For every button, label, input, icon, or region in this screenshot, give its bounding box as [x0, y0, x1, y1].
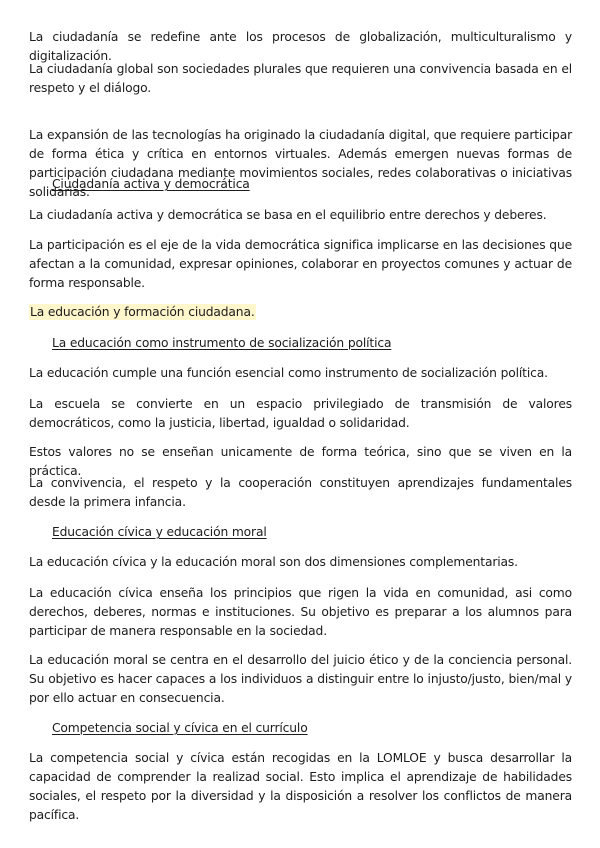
paragraph-global-citizenship: La ciudadanía global son sociedades plurales que requieren una convivencia basada en el respeto y el diálogo.	[29, 62, 572, 95]
paragraph-rights-duties: La ciudadanía activa y democrática se basa en el equilibrio entre derechos y deberes.	[29, 208, 547, 222]
paragraph-values-practice: Estos valores no se enseñan unicamente de forma teórica, sino que se viven en la práctica.	[29, 445, 572, 478]
paragraph-lomloe: La competencia social y cívica están recogidas en la LOMLOE y busca desarrollar la capacidad de comprender la realizad social. Esto implica el aprendizaje de habilidades sociales, el respeto por la diversidad y la disposición a resolver los conflictos de manera pacífica.	[29, 751, 572, 822]
highlighted-text: La educación y formación ciudadana.	[30, 305, 255, 319]
heading-active-citizenship: Ciudadanía activa y democrática	[52, 177, 250, 191]
heading-social-competence: Competencia social y cívica en el currículo	[52, 721, 308, 735]
paragraph-school-values: La escuela se convierte en un espacio privilegiado de transmisión de valores democráticos, como la justicia, libertad, igualdad o solidaridad.	[29, 397, 572, 430]
heading-civic-moral: Educación cívica y educación moral	[52, 525, 267, 539]
highlighted-section-title	[29, 303, 572, 322]
heading-political-socialization: La educación como instrumento de socialización política	[52, 336, 392, 350]
paragraph-digital-citizenship: La expansión de las tecnologías ha originado la ciudadanía digital, que requiere participar de forma ética y crítica en entornos virtuales. Además emergen nuevas formas de participación ciudadana mediante movimientos sociales, redes colaborativas o iniciativas solidarias.	[29, 128, 572, 199]
paragraph-participation: La participación es el eje de la vida democrática significa implicarse en las decisiones que afectan a la comunidad, expresar opiniones, colaborar en proyectos comunes y actuar de forma responsable.	[29, 238, 572, 290]
paragraph-civic-education: La educación cívica enseña los principios que rigen la vida en comunidad, asi como derechos, deberes, normas e instituciones. Su objetivo es preparar a los alumnos para participar de manera responsable en la sociedad.	[29, 586, 572, 638]
paragraph-education-function: La educación cumple una función esencial como instrumento de socialización política.	[29, 366, 548, 380]
paragraph-coexistence: La convivencia, el respeto y la cooperación constituyen aprendizajes fundamentales desde la primera infancia.	[29, 476, 572, 509]
paragraph-globalization: La ciudadanía se redefine ante los procesos de globalización, multiculturalismo y digitalización.	[29, 30, 572, 63]
paragraph-moral-education: La educación moral se centra en el desarrollo del juicio ético y de la conciencia personal. Su objetivo es hacer capaces a los individuos a distinguir entre lo injusto/justo, bien/mal y por ello actuar en consecuencia.	[29, 653, 572, 705]
paragraph-complementary: La educación cívica y la educación moral son dos dimensiones complementarias.	[29, 555, 518, 569]
